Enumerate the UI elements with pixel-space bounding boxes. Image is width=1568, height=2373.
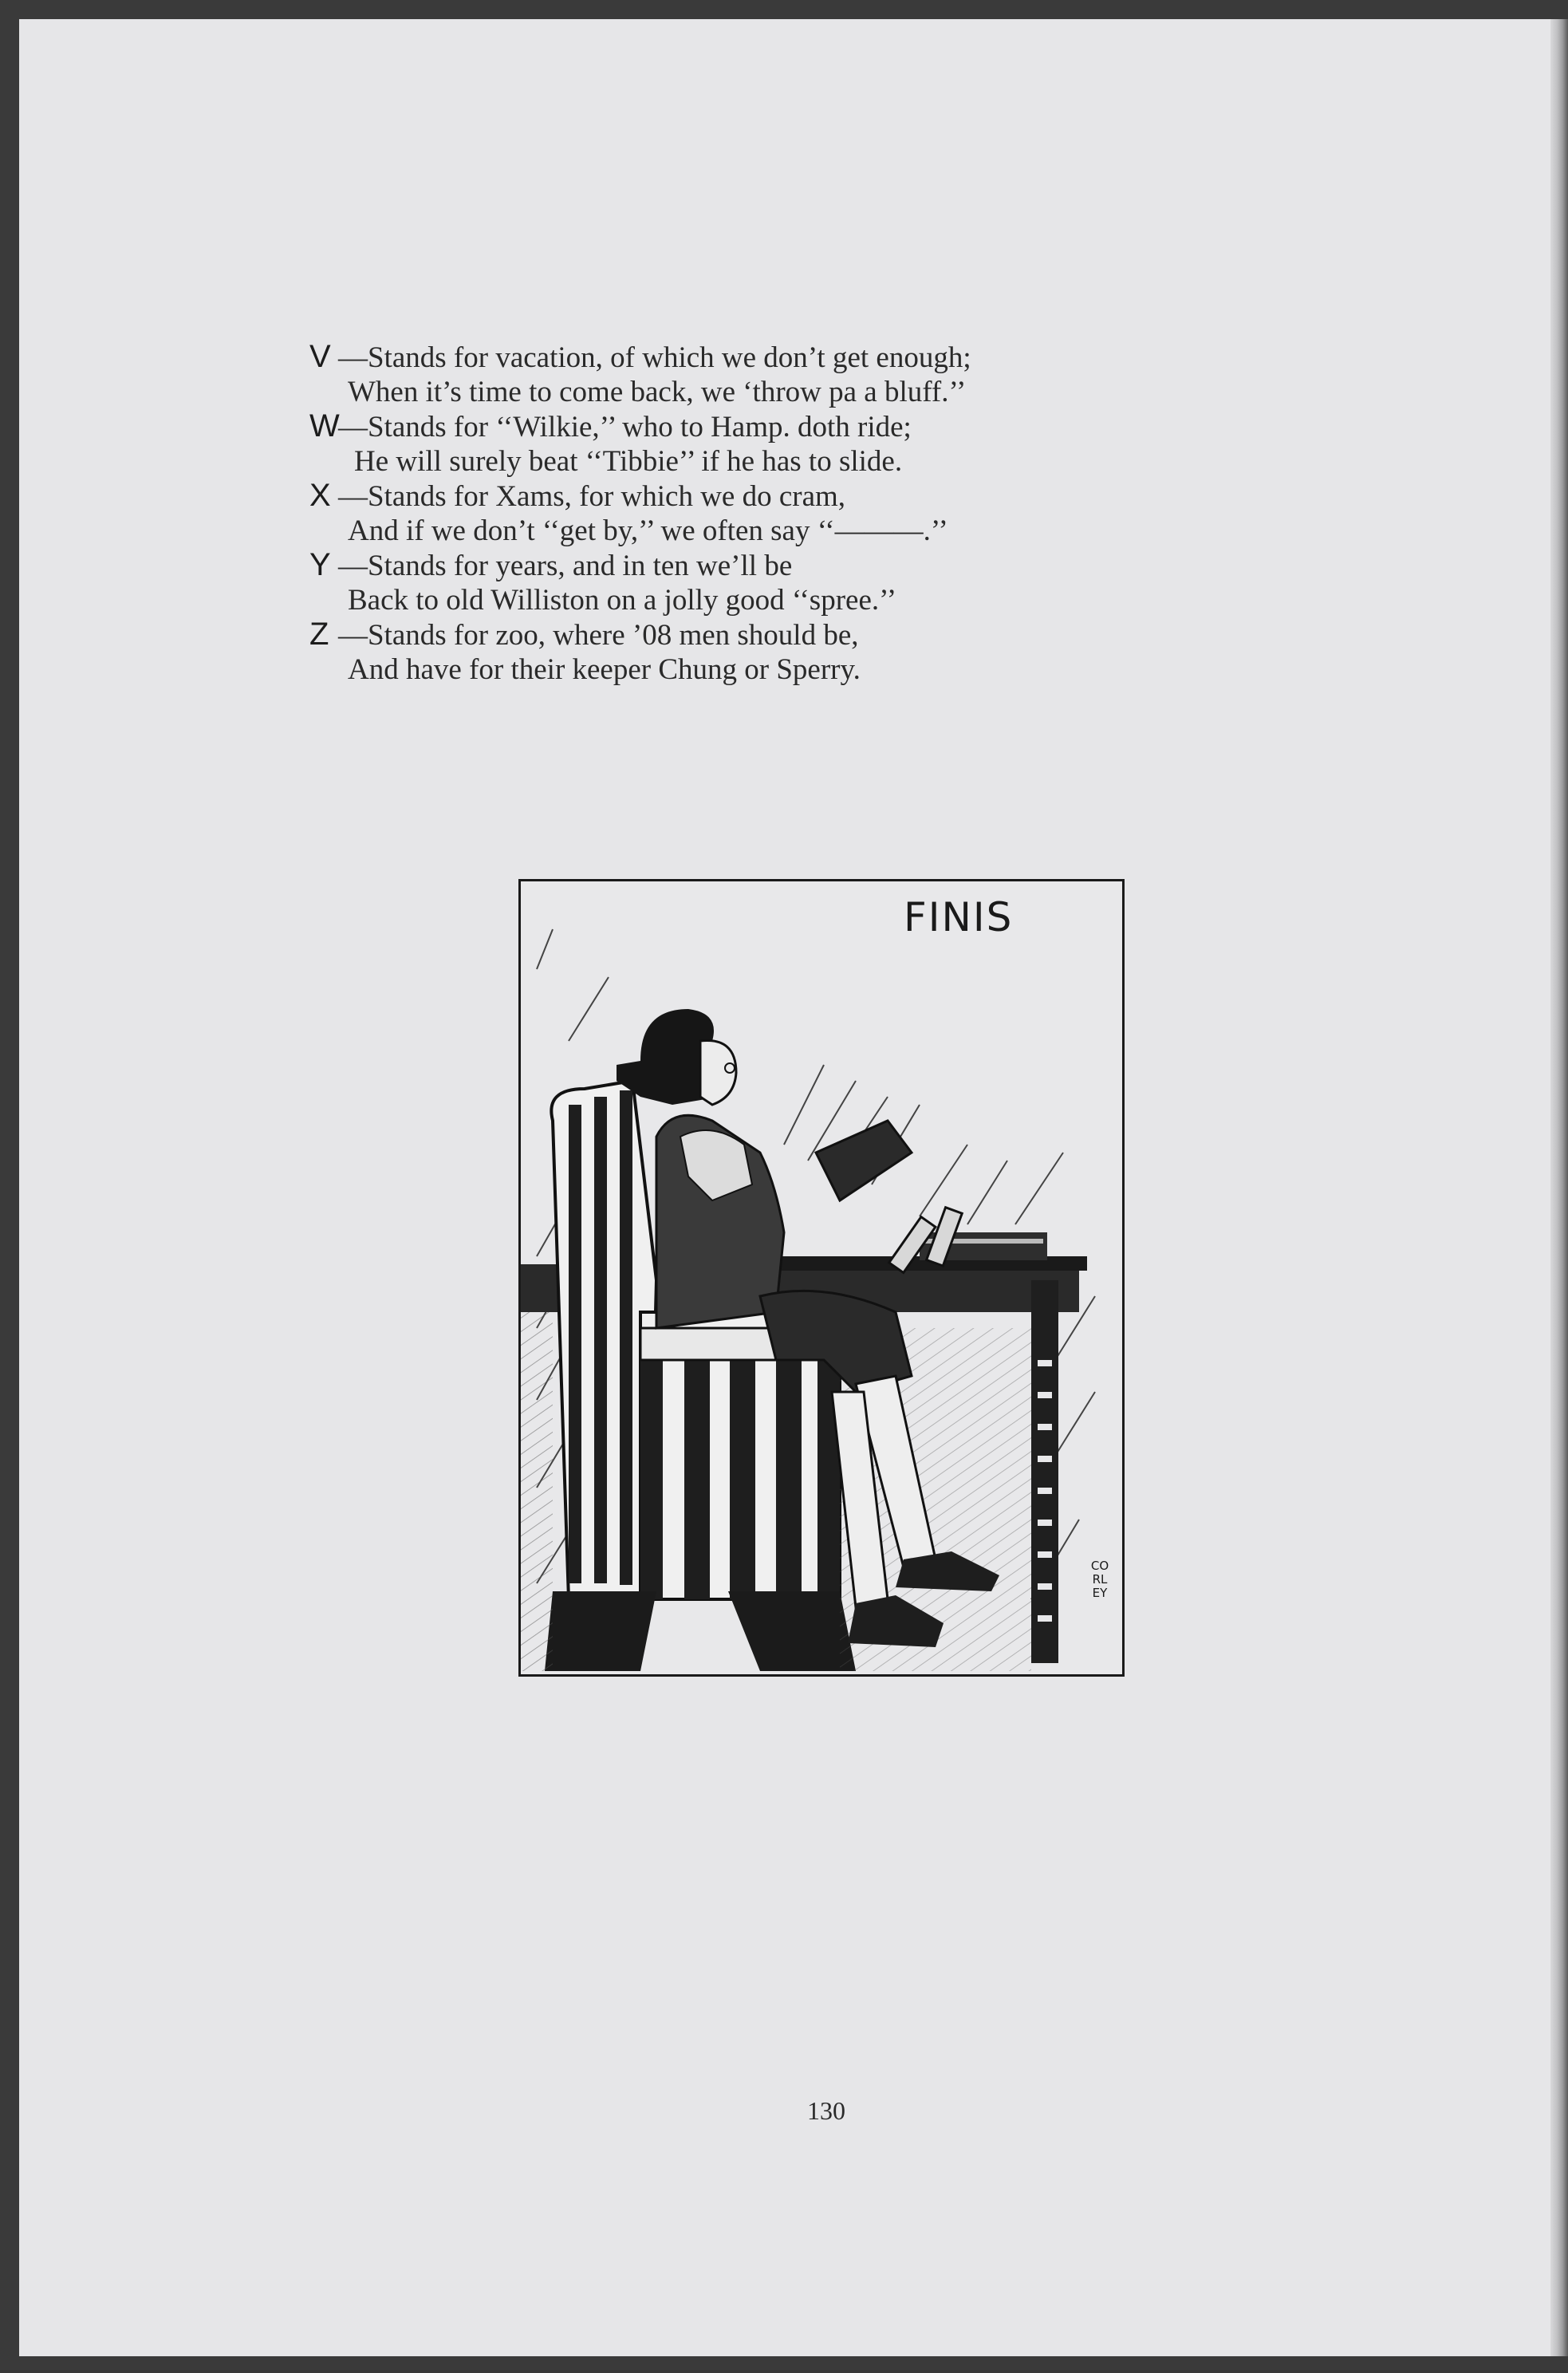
alphabet-verses [309,340,1203,687]
verse-line: And if we don’t ‘‘get by,’’ we often say ‘‘———.’’ [348,514,948,547]
verse-line: And have for their keeper Chung or Sperry. [348,653,861,686]
table-leg [1031,1280,1058,1663]
verse-line: —Stands for years, and in ten we’ll be [338,550,793,582]
page [19,19,1550,2356]
verse-x [309,479,1203,548]
verse-line: —Stands for vacation, of which we don’t get enough; [338,341,971,374]
verse-w [309,409,1203,479]
verse-line: Back to old Williston on a jolly good ‘‘spree.’’ [348,584,897,617]
verse-letter: X [309,478,331,513]
verse-line: —Stands for zoo, where ’08 men should be, [338,619,859,652]
finis-illustration [518,879,1125,1677]
verse-letter: V [309,339,331,374]
verse-line: When it’s time to come back, we ‘throw pa a bluff.’’ [348,376,967,408]
page-number: 130 [807,2096,845,2125]
verse-letter: Z [309,617,329,652]
verse-letter: Y [309,547,331,582]
reader-in-chair-drawing [521,881,1122,1674]
verse-letter: W [309,408,340,443]
artist-signature: CORLEY [1090,1559,1109,1600]
verse-line: —Stands for ‘‘Wilkie,’’ who to Hamp. doth ride; [338,411,912,443]
page-edge [1550,19,1568,2356]
finis-title: FINIS [904,894,1014,940]
verse-line: —Stands for Xams, for which we do cram, [338,480,846,513]
verse-v [309,340,1203,409]
verse-y [309,548,1203,617]
verse-z [309,617,1203,687]
verse-line: He will surely beat ‘‘Tibbie’’ if he has to slide. [354,445,903,478]
open-book [816,1121,912,1200]
